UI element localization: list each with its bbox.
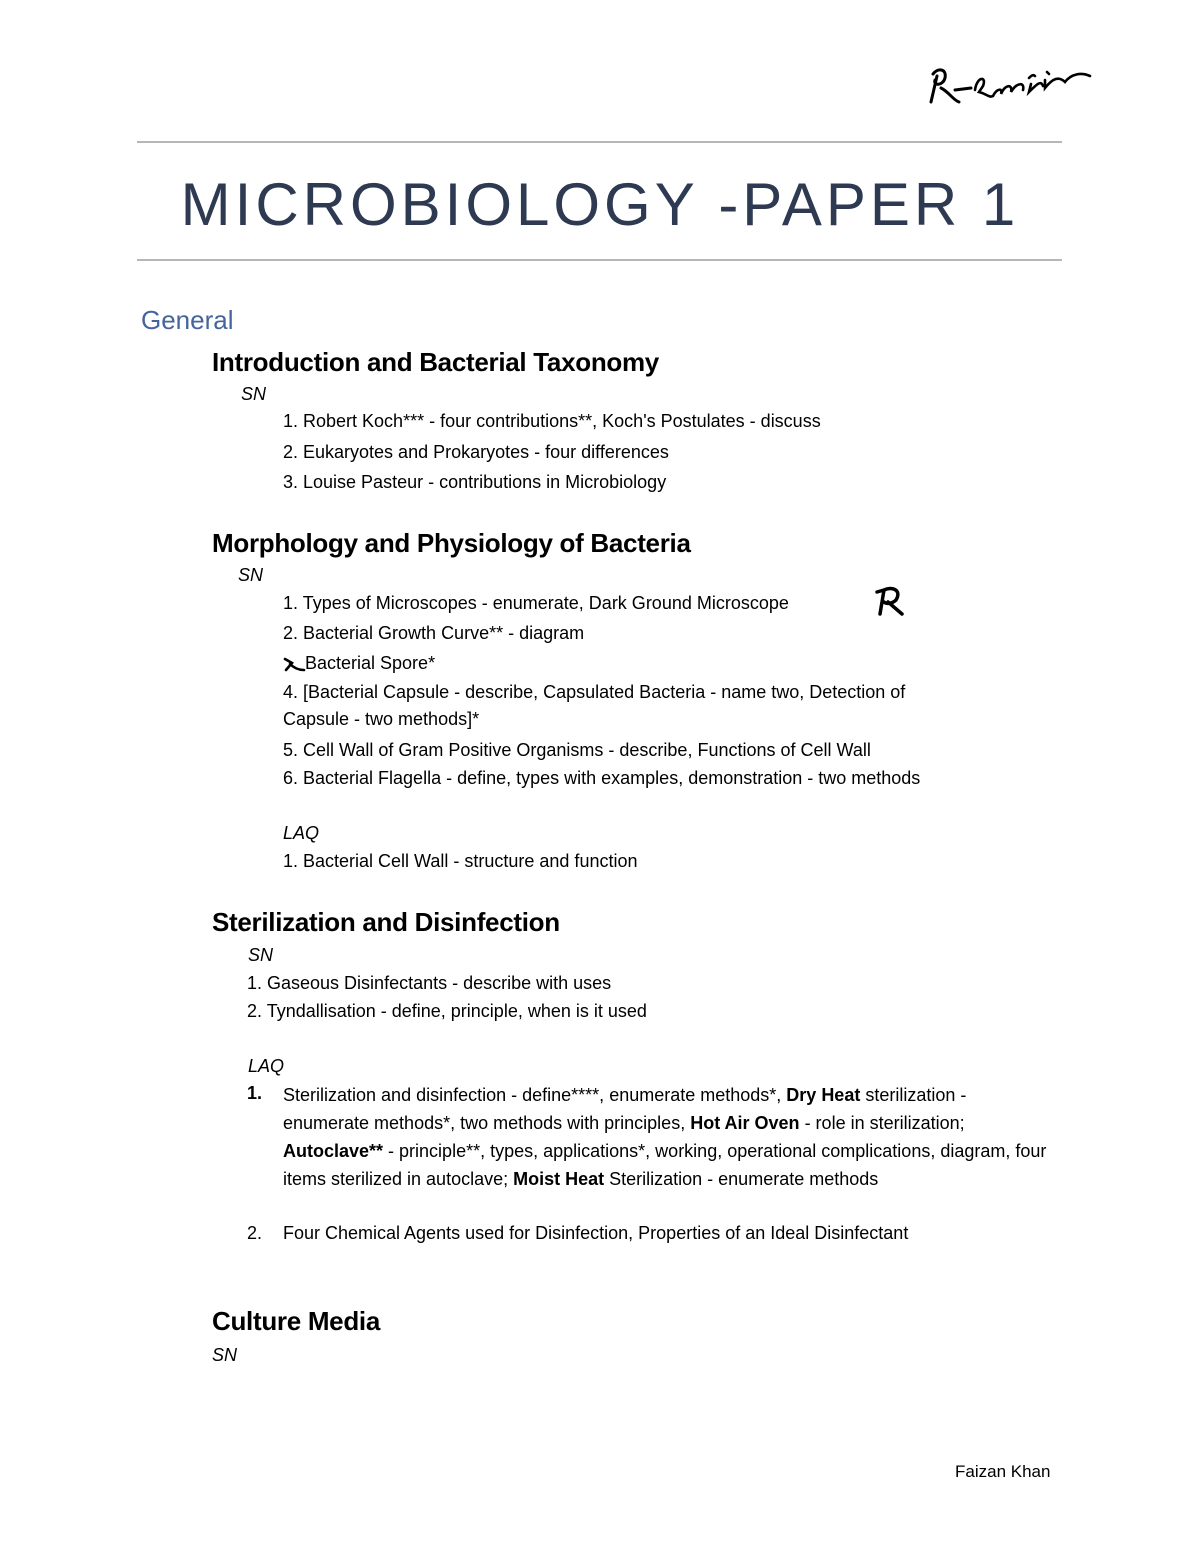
heading-culture-media: Culture Media — [212, 1306, 381, 1336]
list-number: 2. — [247, 1223, 263, 1243]
top-rule — [137, 141, 1062, 143]
list-item: 4. [Bacterial Capsule - describe, Capsulated Bacteria - name two, Detection of — [283, 682, 906, 702]
bottom-rule — [137, 259, 1062, 261]
list-item: 1. Bacterial Cell Wall - structure and function — [283, 851, 638, 871]
list-item: 6. Bacterial Flagella - define, types with examples, demonstration - two methods — [283, 768, 921, 788]
list-item: 1. Gaseous Disinfectants - describe with uses — [247, 973, 612, 993]
laq-label: LAQ — [248, 1056, 285, 1076]
heading-intro-taxonomy: Introduction and Bacterial Taxonomy — [212, 347, 659, 377]
sn-label: SN — [212, 1345, 238, 1365]
list-item-continuation: Capsule - two methods]* — [283, 709, 480, 729]
list-item: 2. Tyndallisation - define, principle, when is it used — [247, 1001, 647, 1021]
sn-label: SN — [248, 945, 274, 965]
footer-author: Faizan Khan — [955, 1462, 1051, 1481]
list-item: 1. Types of Microscopes - enumerate, Dark Ground Microscope — [283, 593, 789, 613]
handwritten-signature — [925, 58, 1100, 108]
list-number: 1. — [247, 1083, 263, 1103]
sn-label: SN — [241, 384, 267, 404]
handwritten-check-mark — [282, 654, 306, 674]
list-item: 5. Cell Wall of Gram Positive Organisms - describe, Functions of Cell Wall — [283, 740, 871, 760]
list-item: 2. Bacterial Growth Curve** - diagram — [283, 623, 585, 643]
list-item: 1. Robert Koch*** - four contributions**, Koch's Postulates - discuss — [283, 411, 821, 431]
heading-sterilization-disinfection: Sterilization and Disinfection — [212, 907, 560, 937]
sn-label: SN — [238, 565, 264, 585]
heading-morphology-physiology: Morphology and Physiology of Bacteria — [212, 528, 691, 558]
laq-label: LAQ — [283, 823, 320, 843]
list-item: 3. Louise Pasteur - contributions in Microbiology — [283, 472, 667, 492]
document-title: MICROBIOLOGY -PAPER 1 — [180, 171, 1020, 238]
list-item: 2. Eukaryotes and Prokaryotes - four differences — [283, 442, 669, 462]
handwritten-r-mark — [874, 586, 908, 616]
list-item: Bacterial Spore* — [305, 653, 436, 673]
laq-item-chemical-agents: Four Chemical Agents used for Disinfection, Properties of an Ideal Disinfectant — [283, 1223, 909, 1243]
section-general: General — [141, 305, 234, 335]
laq-item-sterilization: Sterilization and disinfection - define****, enumerate methods*, Dry Heat sterilization - enumerate methods*, two methods with principles, Hot Air Oven - role in sterilization; Autoclave** - principle**, types, applications*, working, operational complications, diagram, four items sterilized in autoclave; Moist Heat Sterilization - enumerate methods — [283, 1085, 1047, 1189]
